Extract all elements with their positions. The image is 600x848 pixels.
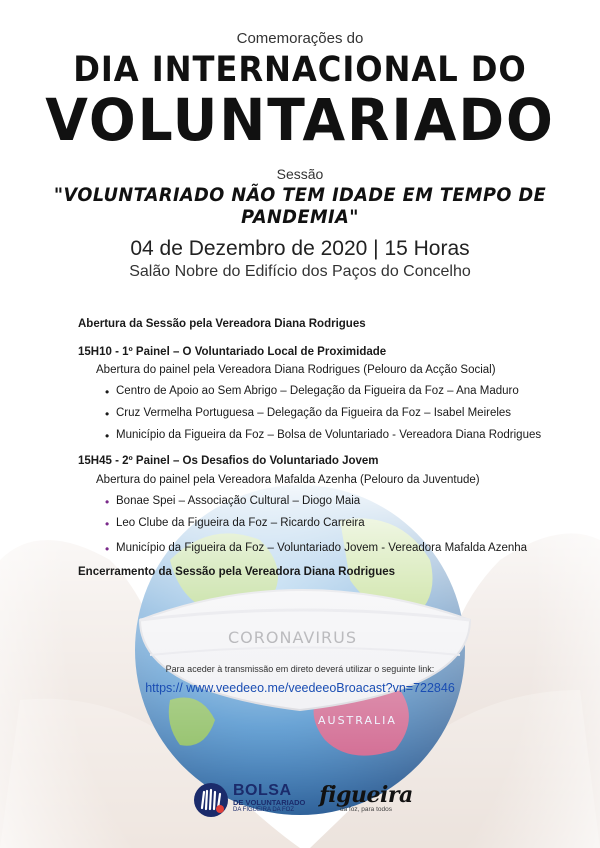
bolsa-sub-2: DA FIGUEIRA DA FOZ (233, 807, 295, 813)
bolsa-voluntariado-logo (193, 782, 313, 826)
closing: Encerramento da Sessão pela Vereadora Diana Rodrigues (78, 566, 396, 578)
title-line-1: DIA INTERNACIONAL DO (73, 50, 527, 90)
panel-1-item: • Município da Figueira da Foz – Bolsa de Voluntariado - Vereadora Diana Rodrigues (116, 429, 541, 441)
date-time: 04 de Dezembro de 2020 | 15 Horas (130, 237, 470, 260)
opening: Abertura da Sessão pela Vereadora Diana Rodrigues (78, 318, 366, 330)
panel-1-item: • Centro de Apoio ao Sem Abrigo – Delegação da Figueira da Foz – Ana Maduro (116, 385, 519, 397)
session-title: "VOLUNTARIADO NÃO TEM IDADE EM TEMPO DE PANDEMIA" (53, 184, 547, 228)
session-label: Sessão (276, 166, 324, 182)
venue: Salão Nobre do Edifício dos Paços do Concelho (129, 263, 471, 280)
panel-2-intro: Abertura do painel pela Vereadora Mafalda Azenha (Pelouro da Juventude) (96, 474, 480, 486)
panel-1-item: • Cruz Vermelha Portuguesa – Delegação da Figueira da Foz – Isabel Meireles (116, 407, 511, 419)
stream-note: Para aceder à transmissão em direto deverá utilizar o seguinte link: (165, 664, 435, 674)
stream-link[interactable]: https:// www.veedeeo.me/veedeeoBroacast?vn=722846 (145, 681, 455, 695)
panel-2-item: • Município da Figueira da Foz – Voluntariado Jovem - Vereadora Mafalda Azenha (116, 542, 527, 554)
panel-2-item: • Leo Clube da Figueira da Foz – Ricardo Carreira (116, 517, 365, 529)
panel-1-heading: 15H10 - 1º Painel – O Voluntariado Local de Proximidade (78, 346, 387, 358)
panel-1-intro: Abertura do painel pela Vereadora Diana Rodrigues (Pelouro da Acção Social) (96, 364, 496, 376)
bolsa-sub: DE VOLUNTARIADO (233, 798, 306, 807)
figueira-tagline: da foz, para todos (339, 806, 393, 813)
hands-icon (193, 782, 229, 818)
title-line-2: VOLUNTARIADO (45, 86, 555, 154)
bolsa-word: BOLSA (233, 782, 292, 799)
figueira-word: figueira (319, 782, 413, 808)
pre-title: Comemorações do (236, 30, 364, 47)
panel-2-heading: 15H45 - 2º Painel – Os Desafios do Voluntariado Jovem (78, 455, 379, 467)
panel-2-item: • Bonae Spei – Associação Cultural – Diogo Maia (116, 495, 360, 507)
figueira-logo (316, 782, 416, 826)
